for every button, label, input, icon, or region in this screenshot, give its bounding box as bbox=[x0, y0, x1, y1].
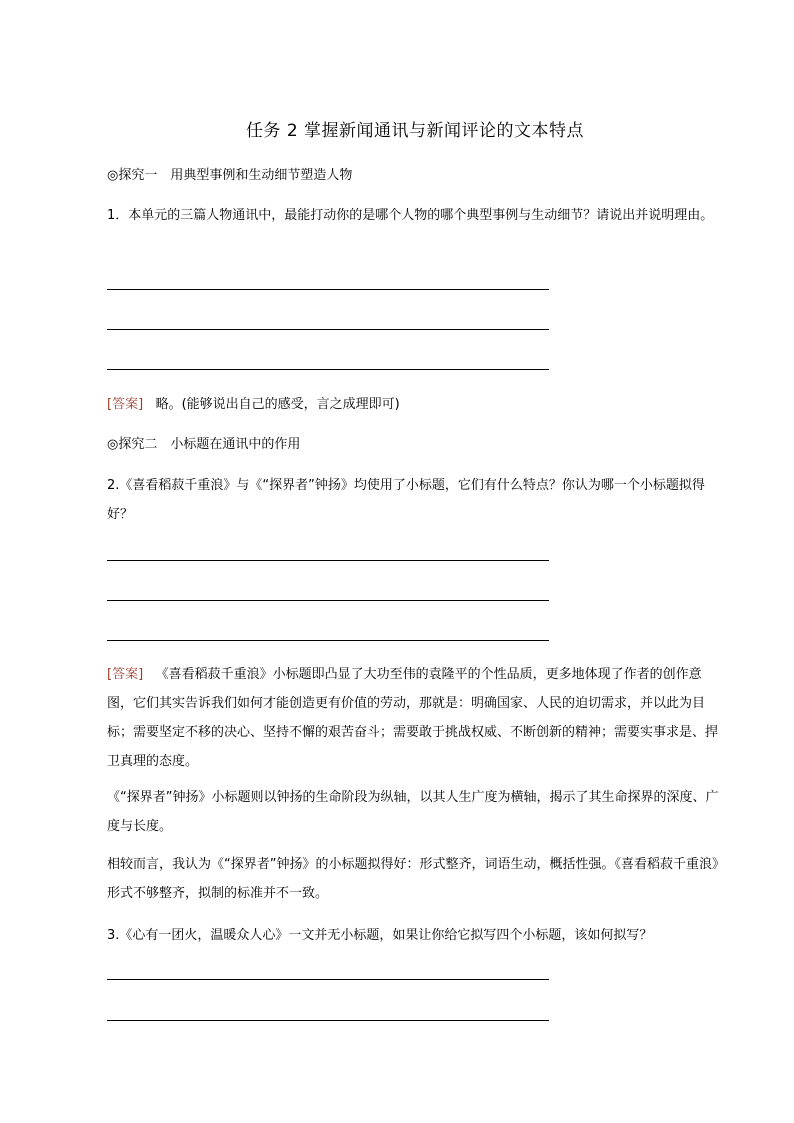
answer-line bbox=[107, 560, 549, 561]
answer-2-paragraph-2: 《“探界者”钟扬》小标题则以钟扬的生命阶段为纵轴，以其人生广度为横轴，揭示了其生命探界的深度、广度与长度。 bbox=[107, 790, 719, 834]
answer-line bbox=[107, 640, 549, 641]
answer-line bbox=[107, 369, 549, 370]
answer-label: [答案] bbox=[107, 667, 144, 682]
answer-text: 略。(能够说出自己的感受，言之成理即可) bbox=[155, 397, 400, 412]
answer-line bbox=[107, 1020, 549, 1021]
answer-line bbox=[107, 979, 549, 980]
section2-heading: ◎探究二 小标题在通讯中的作用 bbox=[107, 437, 301, 452]
question-2: 2.《喜看稻菽千重浪》与《“探界者”钟扬》均使用了小标题，它们有什么特点？你认为哪一个小标题拟得好？ bbox=[107, 478, 705, 522]
answer-2-paragraph-3: 相较而言，我认为《“探界者”钟扬》的小标题拟得好：形式整齐，词语生动，概括性强。《喜看稻菽千重浪》形式不够整齐，拟制的标准并不一致。 bbox=[107, 857, 719, 901]
question-3: 3.《心有一团火，温暖众人心》一文并无小标题，如果让你给它拟写四个小标题，该如何拟写？ bbox=[107, 928, 653, 943]
answer-line bbox=[107, 329, 549, 330]
answer-line bbox=[107, 289, 549, 290]
answer-2-paragraph-1 bbox=[107, 660, 719, 776]
page-title: 任务 2 掌握新闻通讯与新闻评论的文本特点 bbox=[245, 121, 585, 141]
answer-label: [答案] bbox=[107, 397, 144, 412]
section1-heading: ◎探究一 用典型事例和生动细节塑造人物 bbox=[107, 168, 353, 183]
answer-text: 《喜看稻菽千重浪》小标题即凸显了大功至伟的袁隆平的个性品质，更多地体现了作者的创作意图，它们其实告诉我们如何才能创造更有价值的劳动，那就是：明确国家、人民的迫切需求，并以此为目标；需要坚定不移的决心、坚持不懈的艰苦奋斗；需要敢于挑战权威、不断创新的精神；需要实事求是、捍卫真理的态度。 bbox=[107, 667, 719, 769]
question-1: 1．本单元的三篇人物通讯中，最能打动你的是哪个人物的哪个典型事例与生动细节？请说出并说明理由。 bbox=[107, 208, 714, 223]
answer-line bbox=[107, 600, 549, 601]
answer-1 bbox=[107, 396, 400, 414]
